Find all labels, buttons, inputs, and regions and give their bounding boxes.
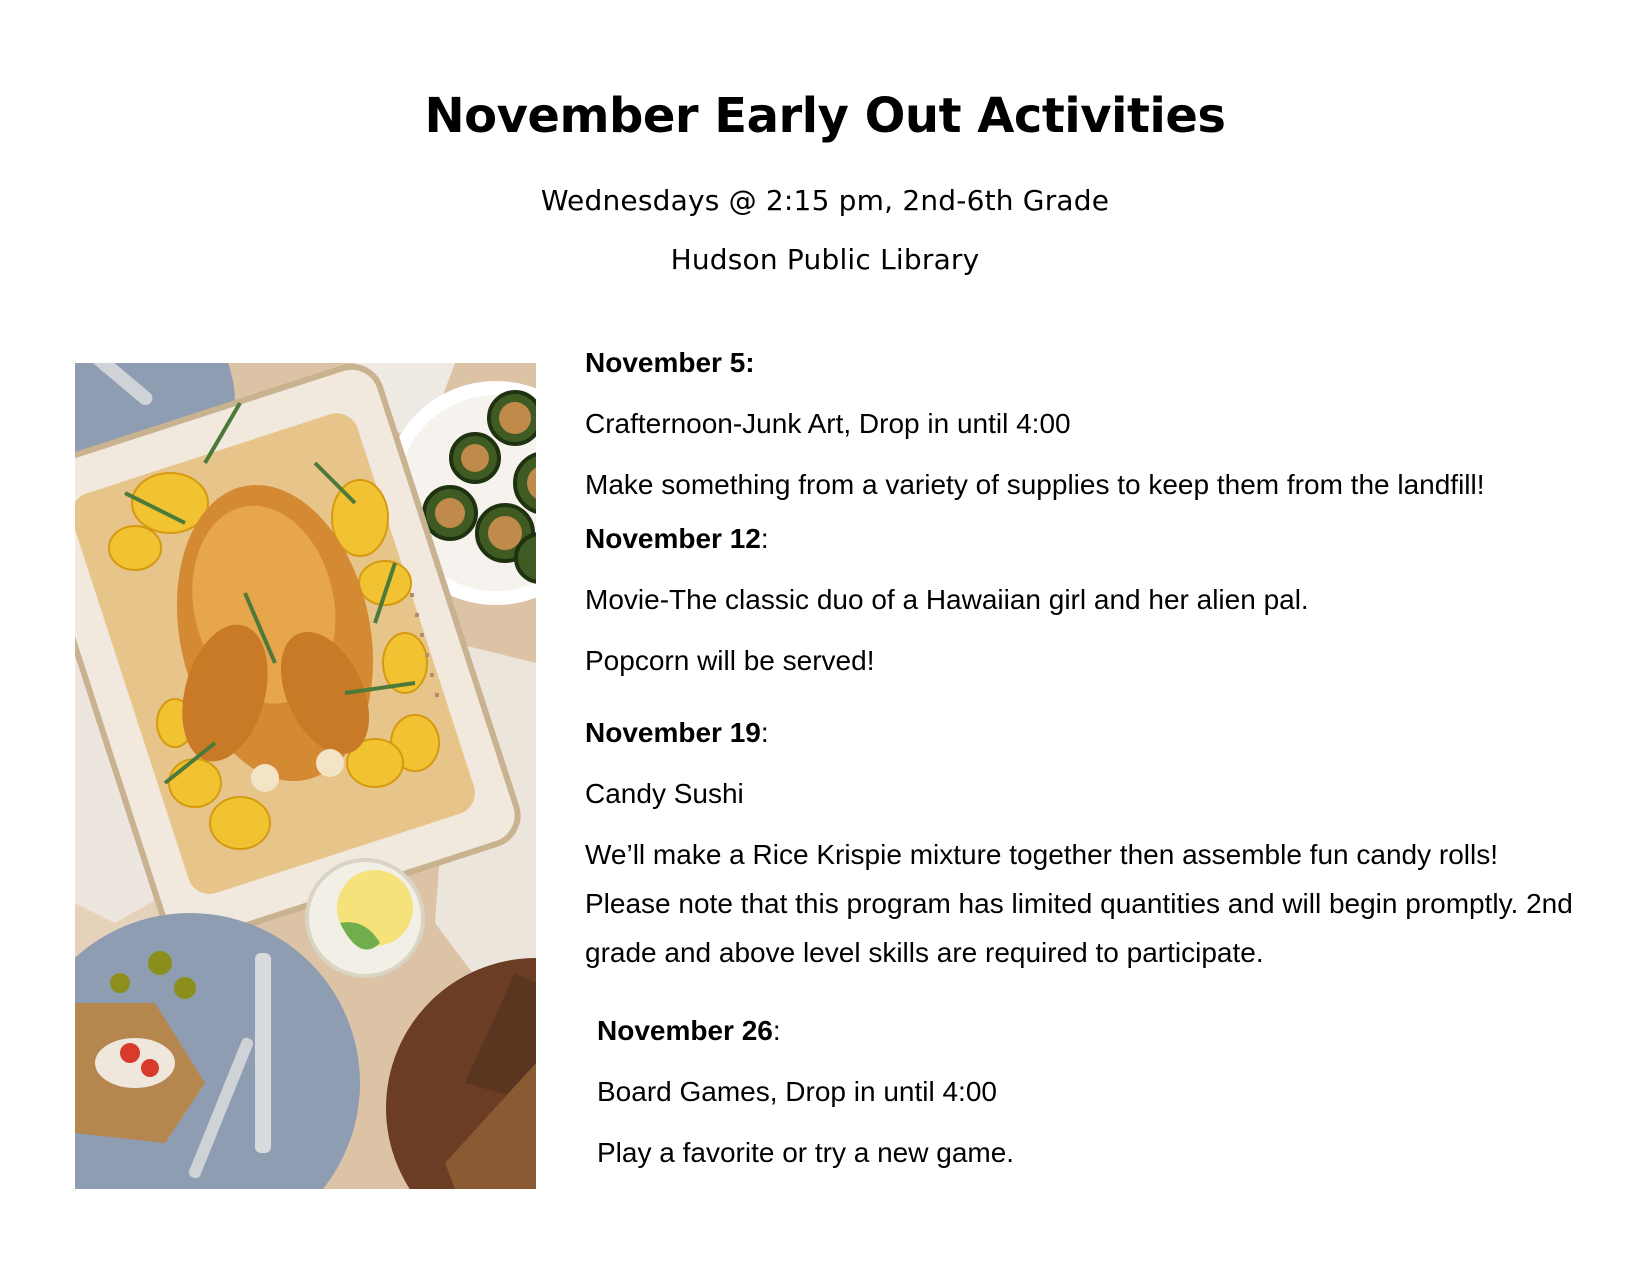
- event-1-description: Make something from a variety of supplies to keep them from the landfill!: [585, 469, 1485, 500]
- event-4-date: [597, 1011, 781, 1051]
- event-2-date-suffix: :: [760, 523, 769, 554]
- event-3-title: Candy Sushi: [585, 778, 744, 809]
- event-1-title: Crafternoon-Junk Art, Drop in until 4:00: [585, 408, 1071, 439]
- event-2-title: Movie-The classic duo of a Hawaiian girl and her alien pal.: [585, 584, 1309, 615]
- event-3-description: We’ll make a Rice Krispie mixture together then assemble fun candy rolls! Please note that this program has limited quantities and will begin promptly. 2nd grade and above level skills are required to participate.: [585, 839, 1573, 968]
- event-3-date-suffix: :: [760, 717, 769, 748]
- schedule-subtitle: Wednesdays @ 2:15 pm, 2nd-6th Grade: [540, 184, 1110, 217]
- roast-chicken-dinner-image: [75, 363, 536, 1189]
- event-4-date-suffix: :: [772, 1015, 781, 1046]
- event-3-date: [585, 713, 769, 753]
- event-2-date-text: November 12: [585, 523, 761, 554]
- event-2-date: [585, 519, 769, 559]
- event-3-date-text: November 19: [585, 717, 761, 748]
- event-4-date-text: November 26: [597, 1015, 773, 1046]
- page-title: November Early Out Activities: [424, 88, 1226, 144]
- event-4-description: Play a favorite or try a new game.: [597, 1137, 1015, 1168]
- library-name: Hudson Public Library: [670, 243, 980, 276]
- event-2-description: Popcorn will be served!: [585, 645, 875, 676]
- event-1-date: [585, 343, 755, 383]
- event-4-title: Board Games, Drop in until 4:00: [597, 1076, 997, 1107]
- event-1-date-text: November 5:: [585, 347, 755, 378]
